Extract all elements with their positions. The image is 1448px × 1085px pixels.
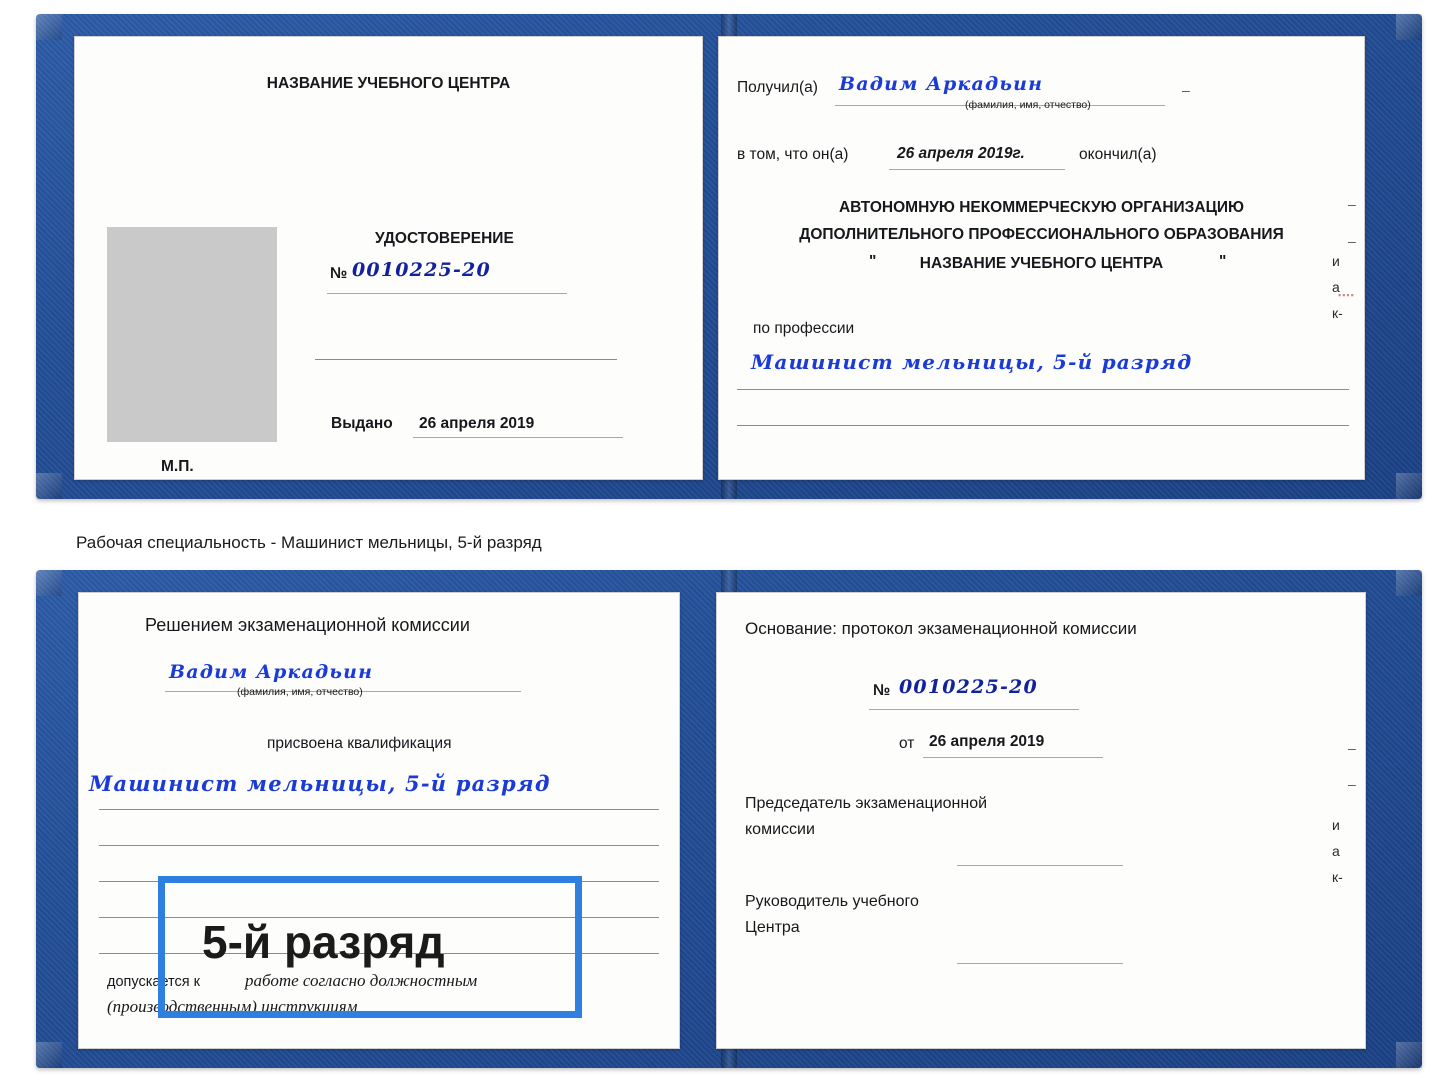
page-caption: Рабочая специальность - Машинист мельницы, 5-й разряд bbox=[76, 533, 542, 552]
chairman-line-2: комиссии bbox=[745, 821, 815, 838]
basis-label: Основание: протокол экзаменационной комиссии bbox=[745, 619, 1137, 638]
profession-value: Машинист мельницы, 5-й разряд bbox=[751, 350, 1193, 374]
received-value: Вадим Аркадьин bbox=[839, 73, 1044, 95]
edge-dash-top-2: – bbox=[1348, 196, 1356, 212]
received-hint: (фамилия, имя, отчество) bbox=[965, 99, 1091, 111]
chairman-line-1: Председатель экзаменационной bbox=[745, 795, 988, 812]
corner-bottom-book-bottom-left bbox=[36, 1042, 62, 1068]
center-title: НАЗВАНИЕ УЧЕБНОГО ЦЕНТРА bbox=[266, 75, 511, 92]
edge-dash-top-1: – bbox=[1182, 82, 1190, 98]
from-rule bbox=[923, 757, 1103, 758]
allowed-value-2: (производственным) инструкциям bbox=[107, 997, 358, 1016]
stamp-label: М.П. bbox=[161, 458, 194, 475]
head-line-2: Центра bbox=[745, 919, 800, 936]
photo-placeholder bbox=[107, 227, 277, 442]
org-line-2: ДОПОЛНИТЕЛЬНОГО ПРОФЕССИОНАЛЬНОГО ОБРАЗОВАНИЯ bbox=[799, 226, 1284, 243]
bottom-number-sign: № bbox=[873, 682, 891, 699]
head-signature-rule bbox=[957, 963, 1123, 964]
edge-dash-bottom-2: – bbox=[1348, 776, 1356, 792]
from-label: от bbox=[899, 735, 915, 752]
finish-date-value: 26 апреля 2019г. bbox=[897, 145, 1025, 162]
page-top-right bbox=[718, 36, 1365, 480]
commission-title: Решением экзаменационной комиссии bbox=[145, 615, 470, 635]
from-value: 26 апреля 2019 bbox=[929, 733, 1045, 750]
edge-dash-bottom-1: – bbox=[1348, 740, 1356, 756]
page-top-left bbox=[74, 36, 703, 480]
corner-top-right bbox=[1396, 14, 1422, 40]
certificate-number: 0010225-20 bbox=[352, 259, 491, 281]
qualification-label: присвоена квалификация bbox=[267, 735, 452, 752]
allowed-label: допускается к bbox=[107, 974, 200, 990]
edge-text-column-top: и а к- bbox=[1332, 253, 1343, 321]
corner-bottom-book-top-left bbox=[36, 570, 62, 596]
profession-rule-2 bbox=[737, 425, 1349, 426]
bottom-name-hint: (фамилия, имя, отчество) bbox=[237, 686, 363, 698]
number-rule bbox=[327, 293, 567, 294]
issued-label: Выдано bbox=[331, 415, 393, 432]
issued-rule bbox=[413, 437, 623, 438]
bottom-number-value: 0010225-20 bbox=[899, 676, 1038, 698]
org-name: НАЗВАНИЕ УЧЕБНОГО ЦЕНТРА bbox=[919, 255, 1164, 272]
chairman-signature-rule bbox=[957, 865, 1123, 866]
profession-label: по профессии bbox=[753, 320, 855, 337]
org-quote-open: " bbox=[869, 253, 877, 270]
rank-highlight-text: 5-й разряд bbox=[202, 916, 445, 968]
bottom-name-value: Вадим Аркадьин bbox=[169, 661, 374, 683]
edge-dash-top-3: – bbox=[1348, 233, 1356, 249]
corner-top-left bbox=[36, 14, 62, 40]
allowed-value-1: работе согласно должностным bbox=[245, 971, 478, 990]
finished-label: окончил(а) bbox=[1079, 146, 1157, 163]
org-line-1: АВТОНОМНУЮ НЕКОММЕРЧЕСКУЮ ОРГАНИЗАЦИЮ bbox=[838, 199, 1245, 216]
page-bottom-right bbox=[716, 592, 1366, 1049]
corner-bottom-right bbox=[1396, 473, 1422, 499]
corner-bottom-book-top-right bbox=[1396, 570, 1422, 596]
document-type: УДОСТОВЕРЕНИЕ bbox=[375, 230, 514, 247]
issued-value: 26 апреля 2019 bbox=[419, 415, 535, 432]
edge-text-column-bottom: и а к- bbox=[1332, 817, 1343, 885]
head-line-1: Руководитель учебного bbox=[745, 893, 919, 910]
faint-watermark-top: ▪▪▪▪ bbox=[1338, 290, 1355, 300]
bottom-rule-1 bbox=[99, 809, 659, 810]
that-he-label: в том, что он(а) bbox=[737, 146, 849, 163]
corner-bottom-left bbox=[36, 473, 62, 499]
finish-date-rule bbox=[889, 169, 1065, 170]
blank-rule-1 bbox=[315, 359, 617, 360]
org-quote-close: " bbox=[1219, 253, 1227, 270]
number-sign: № bbox=[330, 265, 348, 282]
profession-rule-1 bbox=[737, 389, 1349, 390]
corner-bottom-book-bottom-right bbox=[1396, 1042, 1422, 1068]
bottom-rule-2 bbox=[99, 845, 659, 846]
qualification-value: Машинист мельницы, 5-й разряд bbox=[89, 771, 551, 796]
bottom-number-rule bbox=[869, 709, 1079, 710]
received-label: Получил(а) bbox=[737, 79, 818, 96]
